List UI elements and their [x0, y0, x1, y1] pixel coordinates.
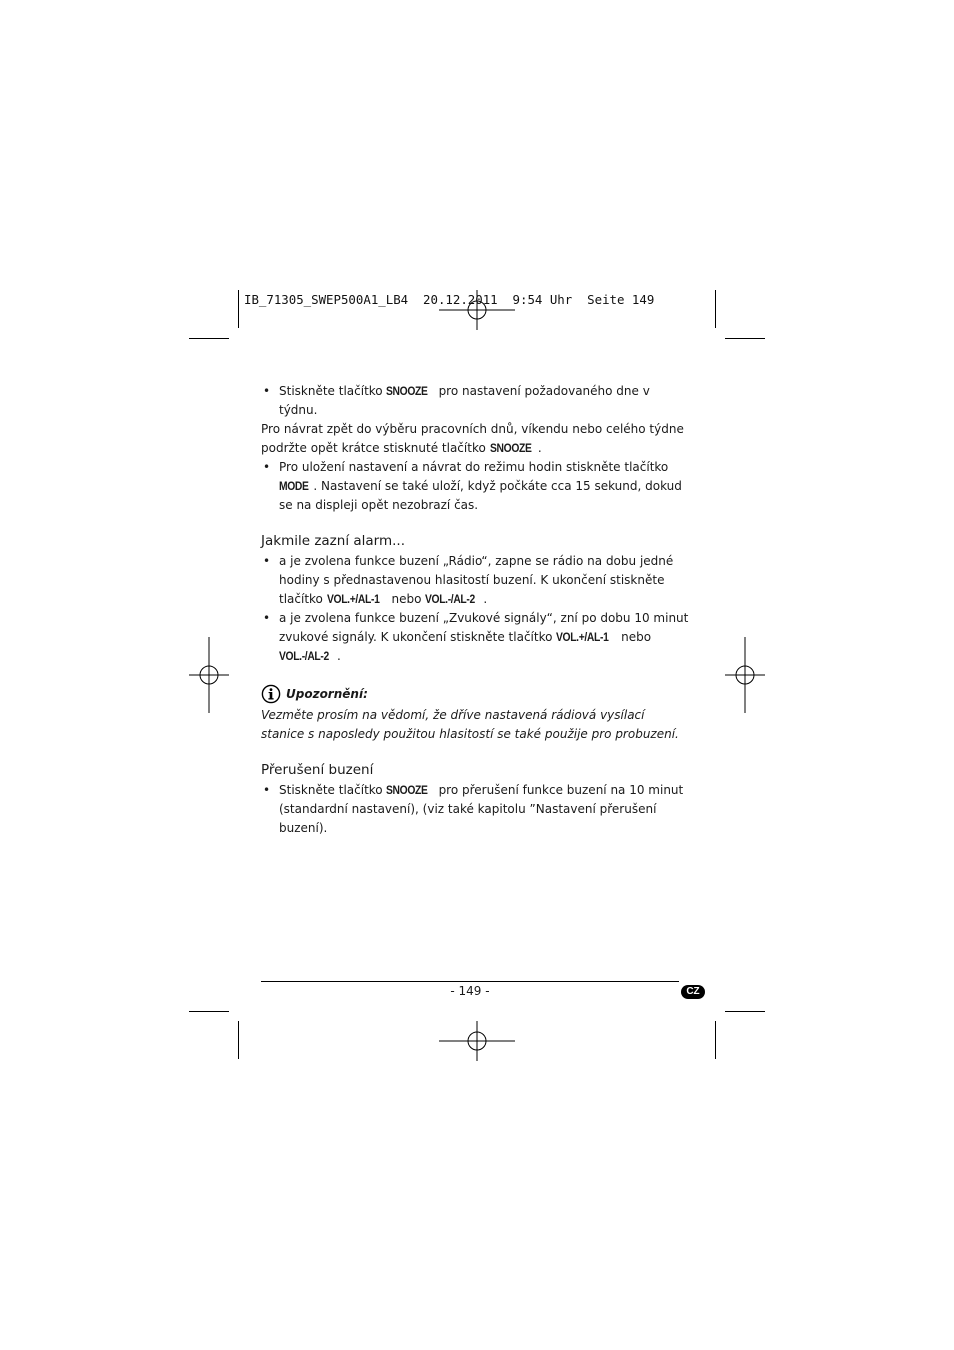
note-title: Upozornění: — [286, 686, 368, 701]
key-snooze: SNOOZE — [386, 783, 428, 797]
list-item: • Pro uložení nastavení a návrat do režimu hodin stiskněte tlačítko MODE . Nastavení se také uloží, když počkáte cca 15 sekund, dokud se na displeji opět nezobrazí čas. — [263, 460, 682, 512]
crop-mark-top-left-v — [238, 290, 239, 328]
page-number: - 149 - — [450, 984, 490, 998]
bullet: • — [263, 783, 271, 797]
key-snooze: SNOOZE — [489, 441, 532, 455]
registration-mark-right — [725, 637, 765, 713]
note-text: Vezměte prosím na vědomí, že dříve nastavená rádiová vysílací stanice s naposledy použitou hlasitostí se také použije pro probuzení. — [261, 708, 679, 741]
paragraph: Pro návrat zpět do výběru pracovních dnů, víkendu nebo celého týdne podržte opět krátce stisknuté tlačítko SNOOZE . — [261, 420, 691, 458]
section-heading: Přerušení buzení — [261, 762, 374, 778]
key-mode: MODE — [279, 479, 309, 493]
key-snooze: SNOOZE — [386, 384, 428, 398]
key-vol-plus: VOL.+/AL-1 — [556, 630, 609, 644]
info-icon — [261, 684, 281, 704]
list-item: • a je zvolena funkce buzení „Rádio“, zapne se rádio na dobu jedné hodiny s přednastavenou hlasitostí buzení. K ukončení stiskněte tlačítko VOL.+/AL-1 nebo VOL.-/AL-2 . — [261, 552, 691, 609]
registration-mark-left — [189, 637, 229, 713]
key-vol-minus: VOL.-/AL-2 — [279, 649, 329, 663]
crop-mark-bottom-right-h — [725, 1011, 765, 1012]
crop-mark-bottom-left-h — [189, 1011, 229, 1012]
page-content — [261, 382, 691, 838]
crop-mark-top-right-v — [715, 290, 716, 328]
list-item: • Stiskněte tlačítko SNOOZE pro přerušení funkce buzení na 10 minut (standardní nastavení), (viz také kapitolu ”Nastavení přerušení buzení). — [263, 783, 684, 835]
bullet: • — [263, 611, 271, 625]
crop-mark-top-right-h — [725, 338, 765, 339]
list-item: • Stiskněte tlačítko SNOOZE pro nastavení požadovaného dne v týdnu. — [263, 384, 650, 417]
crop-mark-top-left-h — [189, 338, 229, 339]
key-vol-minus: VOL.-/AL-2 — [425, 592, 476, 606]
bullet: • — [263, 460, 271, 474]
key-vol-plus: VOL.+/AL-1 — [326, 592, 380, 606]
crop-mark-bottom-right-v — [715, 1021, 716, 1059]
list-item: • a je zvolena funkce buzení „Zvukové signály“, zní po dobu 10 minut zvukové signály. K ukončení stiskněte tlačítko VOL.+/AL-1 nebo VOL.-/AL-2 . — [261, 609, 691, 666]
bullet: • — [263, 554, 271, 568]
registration-mark-bottom — [439, 1021, 515, 1061]
language-badge: CZ — [681, 985, 705, 999]
print-slug: IB_71305_SWEP500A1_LB4 20.12.2011 9:54 Uhr Seite 149 — [244, 292, 655, 307]
note-header — [261, 684, 691, 704]
crop-mark-bottom-left-v — [238, 1021, 239, 1059]
bullet: • — [263, 384, 271, 398]
footer-rule — [261, 981, 679, 982]
section-heading: Jakmile zazní alarm... — [261, 533, 405, 549]
